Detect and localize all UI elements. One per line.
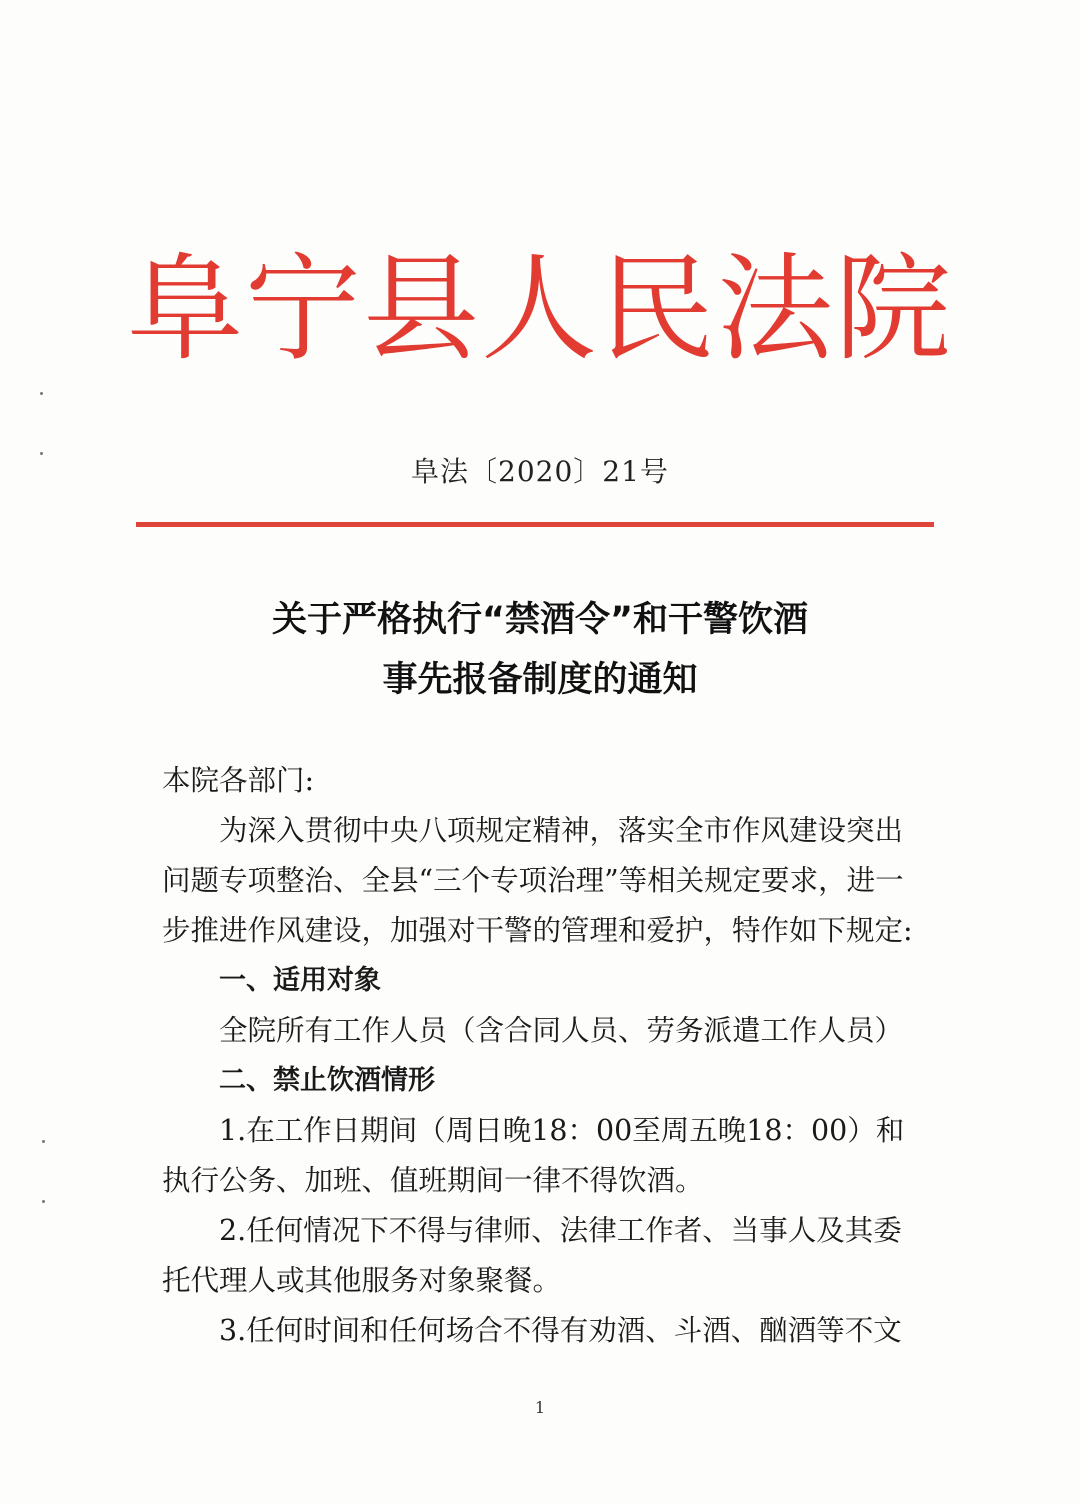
rule-item-3: 3.任何时间和任何场合不得有劝酒、斗酒、酗酒等不文 [219, 1314, 902, 1347]
page-number: 1 [534, 1398, 546, 1417]
document-body [162, 756, 922, 1356]
section-1-text: 全院所有工作人员（含合同人员、劳务派遣工作人员） [219, 1014, 904, 1047]
scan-speck [42, 1140, 45, 1143]
section-2-heading: 二、禁止饮酒情形 [219, 1065, 435, 1096]
red-divider [136, 522, 934, 527]
scan-speck [40, 452, 43, 455]
rule-item-1: 1.在工作日期间（周日晚18：00至周五晚18：00）和执行公务、加班、值班期间一律不得饮酒。 [162, 1114, 905, 1197]
scan-speck [40, 392, 43, 395]
issuer-header: 阜宁县人民法院 [127, 242, 953, 377]
document-number: 阜法〔2020〕21号 [411, 455, 669, 488]
section-1-heading: 一、适用对象 [219, 965, 381, 996]
title-line-2: 事先报备制度的通知 [382, 660, 698, 700]
salutation: 本院各部门: [162, 764, 315, 797]
intro-paragraph: 为深入贯彻中央八项规定精神，落实全市作风建设突出问题专项整治、全县“三个专项治理”等相关规定要求，进一步推进作风建设，加强对干警的管理和爱护，特作如下规定: [162, 814, 913, 947]
scan-speck [42, 1200, 45, 1203]
document-title [120, 590, 960, 710]
title-line-1: 关于严格执行“禁酒令”和干警饮酒 [271, 600, 808, 640]
rule-item-2: 2.任何情况下不得与律师、法律工作者、当事人及其委托代理人或其他服务对象聚餐。 [162, 1214, 902, 1297]
